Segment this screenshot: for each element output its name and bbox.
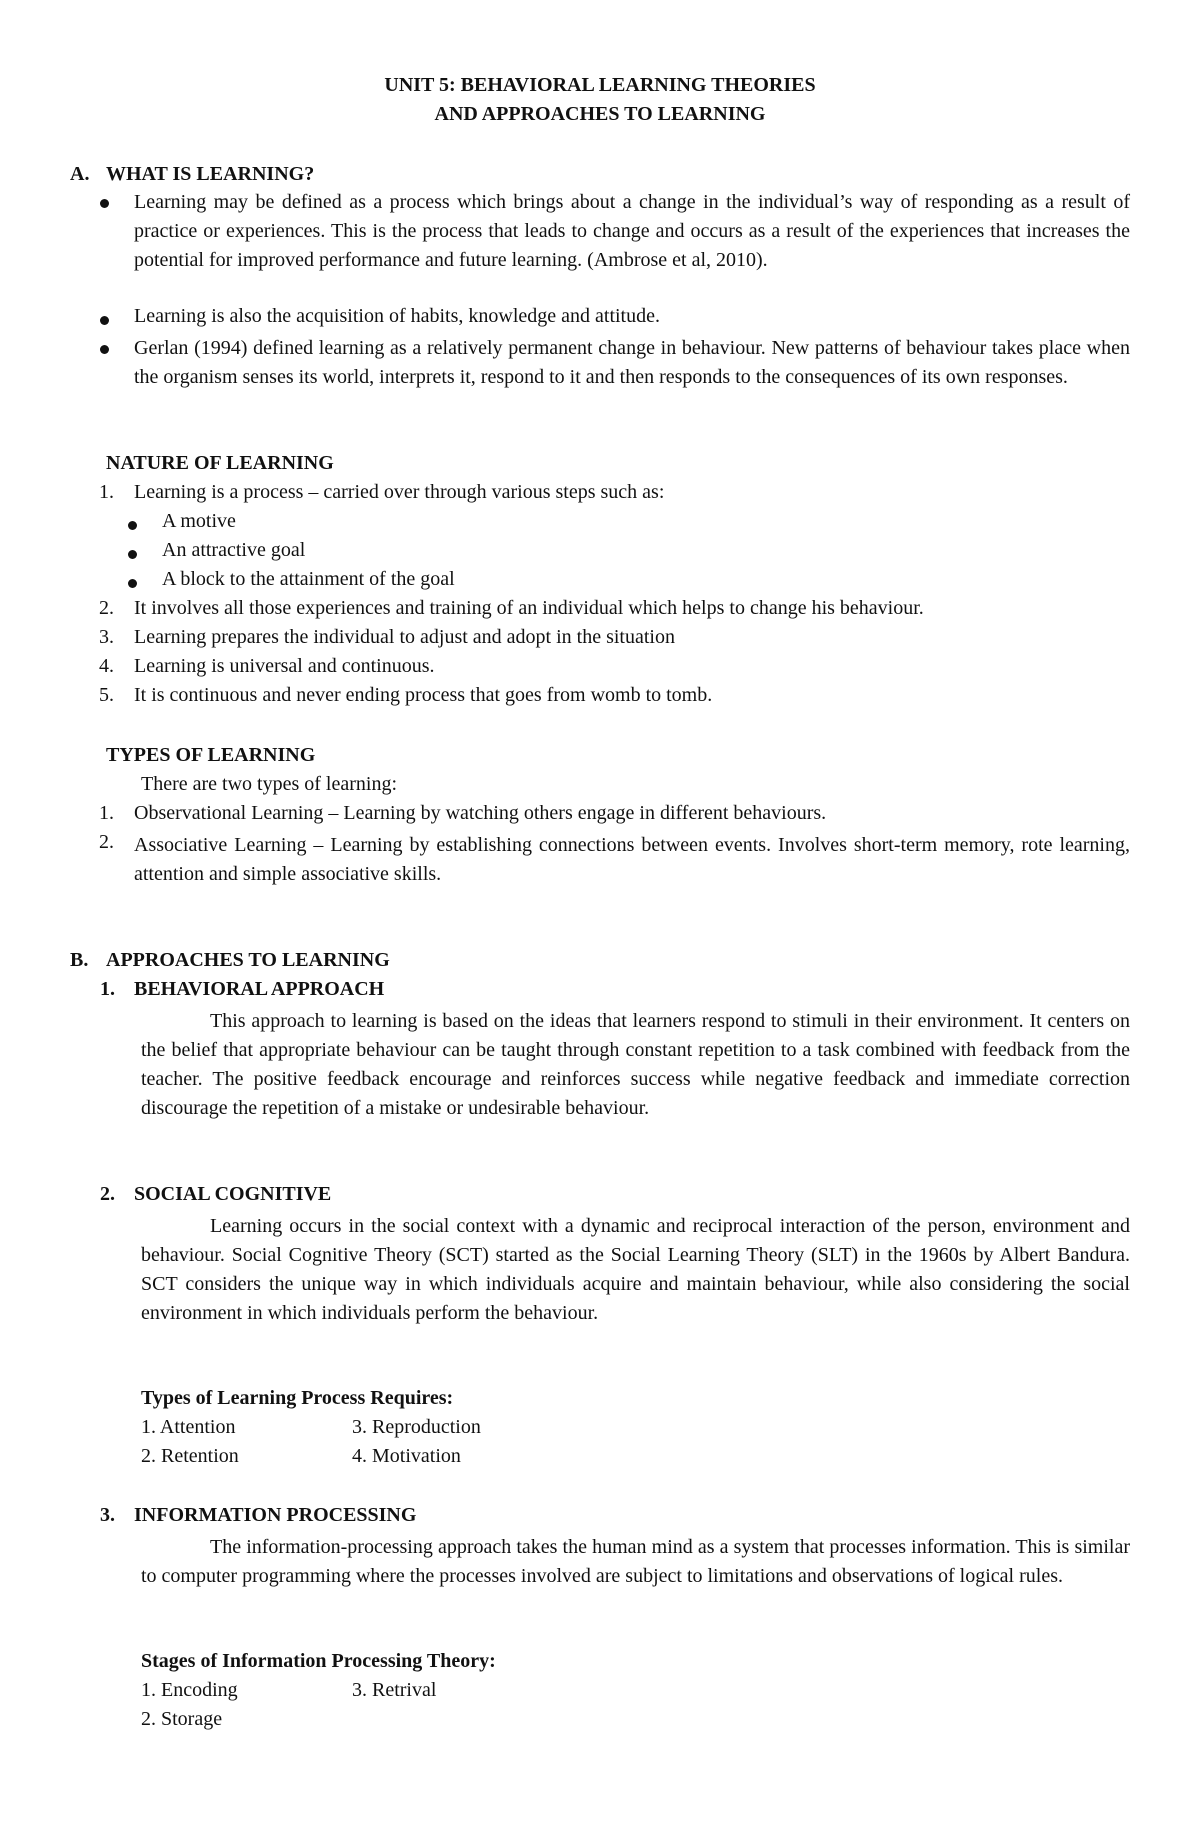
page-title-line-1: UNIT 5: BEHAVIORAL LEARNING THEORIES	[384, 74, 816, 96]
information-stage-item: 3. Retrival	[352, 1679, 437, 1701]
information-processing-number: 3.	[100, 1504, 115, 1526]
types-intro: There are two types of learning:	[141, 773, 398, 795]
learning-process-list-title: Types of Learning Process Requires:	[141, 1387, 454, 1409]
list-number: 2.	[99, 597, 114, 619]
nature-sub-item: A block to the attainment of the goal	[162, 568, 455, 590]
social-cognitive-heading: SOCIAL COGNITIVE	[134, 1183, 332, 1205]
information-stage-item: 2. Storage	[141, 1708, 223, 1730]
information-processing-heading: INFORMATION PROCESSING	[134, 1504, 417, 1526]
learning-definition-2: Learning is also the acquisition of habits, knowledge and attitude.	[134, 305, 660, 327]
behavioral-approach-heading: BEHAVIORAL APPROACH	[134, 978, 385, 1000]
learning-process-item: 3. Reproduction	[352, 1416, 481, 1438]
information-processing-text: The information-processing approach takes the human mind as a system that processes information. This is similar to computer programming where the processes involved are subject to limitations and observations of logical rules.	[141, 1536, 1130, 1587]
types-item-2: Associative Learning – Learning by establishing connections between events. Involves short-term memory, rote learning, attention and simple associative skills.	[134, 834, 1130, 885]
nature-item-5: It is continuous and never ending process that goes from womb to tomb.	[134, 684, 713, 706]
learning-definition-1: Learning may be defined as a process which brings about a change in the individual’s way of responding as a result of practice or experiences. This is the process that leads to change and occurs as a result of the experiences that increases the potential for improved performance and future learning. (Ambrose et al, 2010).	[134, 191, 1130, 271]
information-stages-list-title: Stages of Information Processing Theory:	[141, 1650, 496, 1672]
bullet-icon	[128, 550, 137, 559]
nature-sub-item: A motive	[162, 510, 236, 532]
nature-item-2: It involves all those experiences and training of an individual which helps to change his behaviour.	[134, 597, 924, 619]
section-b-heading: APPROACHES TO LEARNING	[106, 949, 390, 971]
types-item-1: Observational Learning – Learning by watching others engage in different behaviours.	[134, 802, 827, 824]
learning-process-item: 2. Retention	[141, 1445, 239, 1467]
social-cognitive-number: 2.	[100, 1183, 115, 1205]
nature-of-learning-heading: NATURE OF LEARNING	[106, 452, 334, 474]
list-number: 5.	[99, 684, 114, 706]
bullet-icon	[128, 579, 137, 588]
bullet-icon	[128, 521, 137, 530]
section-a-label: A.	[70, 163, 90, 185]
bullet-icon	[100, 199, 109, 208]
page-title-line-2: AND APPROACHES TO LEARNING	[434, 103, 766, 125]
bullet-icon	[100, 345, 109, 354]
nature-sub-item: An attractive goal	[162, 539, 306, 561]
nature-item-1: Learning is a process – carried over through various steps such as:	[134, 481, 665, 503]
list-number: 1.	[99, 481, 114, 503]
list-number: 2.	[99, 831, 114, 853]
nature-item-4: Learning is universal and continuous.	[134, 655, 435, 677]
bullet-icon	[100, 316, 109, 325]
social-cognitive-text: Learning occurs in the social context with a dynamic and reciprocal interaction of the person, environment and behaviour. Social Cognitive Theory (SCT) started as the Social Learning Theory (SLT) in the 1960s by Albert Bandura. SCT considers the unique way in which individuals acquire and maintain behaviour, while also considering the social environment in which individuals perform the behaviour.	[141, 1215, 1130, 1324]
section-a-heading: WHAT IS LEARNING?	[106, 163, 315, 185]
information-stage-item: 1. Encoding	[141, 1679, 238, 1701]
nature-item-3: Learning prepares the individual to adjust and adopt in the situation	[134, 626, 675, 648]
list-number: 1.	[99, 802, 114, 824]
types-of-learning-heading: TYPES OF LEARNING	[106, 744, 316, 766]
behavioral-approach-number: 1.	[100, 978, 115, 1000]
section-b-label: B.	[70, 949, 89, 971]
list-number: 4.	[99, 655, 114, 677]
learning-definition-3: Gerlan (1994) defined learning as a relatively permanent change in behaviour. New patterns of behaviour takes place when the organism senses its world, interprets it, respond to it and then responds to the consequences of its own responses.	[134, 337, 1130, 388]
learning-process-item: 4. Motivation	[352, 1445, 461, 1467]
list-number: 3.	[99, 626, 114, 648]
behavioral-approach-text: This approach to learning is based on the ideas that learners respond to stimuli in their environment. It centers on the belief that appropriate behaviour can be taught through constant repetition to a task combined with feedback from the teacher. The positive feedback encourage and reinforces success while negative feedback and immediate correction discourage the repetition of a mistake or undesirable behaviour.	[141, 1010, 1130, 1119]
learning-process-item: 1. Attention	[141, 1416, 236, 1438]
